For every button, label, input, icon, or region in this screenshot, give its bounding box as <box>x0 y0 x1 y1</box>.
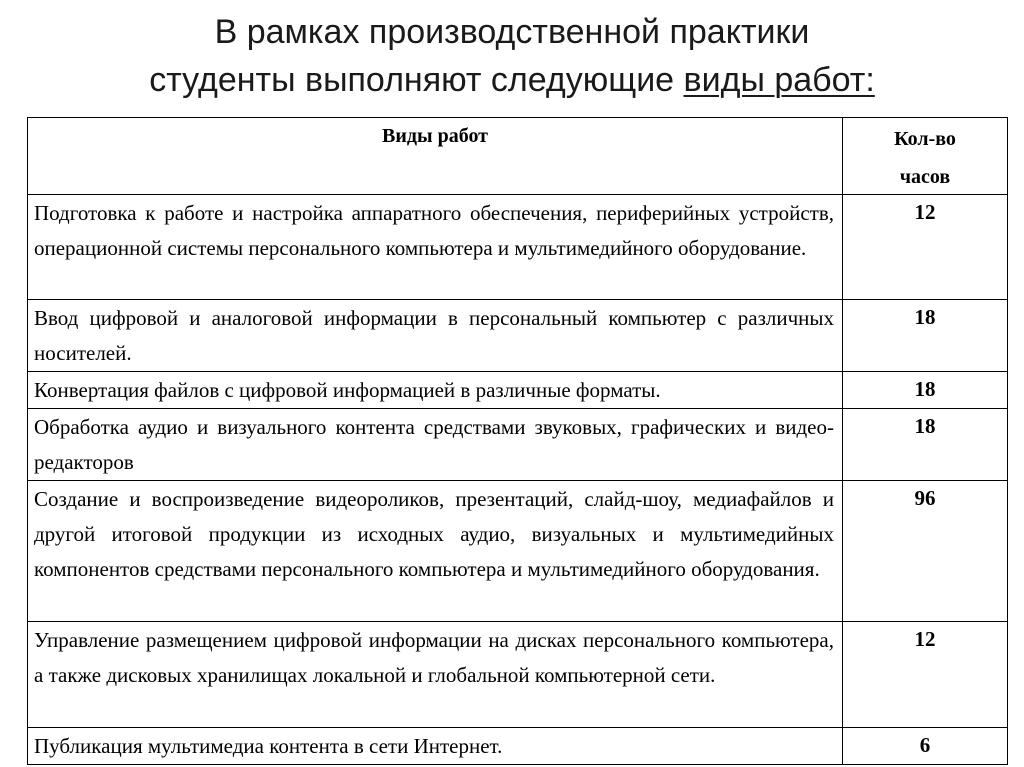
hours-cell: 12 <box>843 195 1008 300</box>
work-cell: Обработка аудио и визуального контента средствами звуковых, графических и видео-редакторов <box>28 409 843 481</box>
header-hours <box>843 118 1008 195</box>
table-row <box>28 622 1008 728</box>
slide-title <box>0 8 1024 104</box>
table-row <box>28 481 1008 622</box>
hours-cell: 18 <box>843 372 1008 409</box>
title-line-2 <box>0 56 1024 104</box>
table-row <box>28 409 1008 481</box>
hours-cell: 18 <box>843 300 1008 372</box>
hours-cell: 18 <box>843 409 1008 481</box>
work-cell: Публикация мультимедиа контента в сети Интернет. <box>28 728 843 765</box>
table-row <box>28 728 1008 765</box>
title-line-2-prefix: студенты выполняют следующие <box>149 61 684 99</box>
table-row <box>28 300 1008 372</box>
work-cell: Конвертация файлов с цифровой информацией в различные форматы. <box>28 372 843 409</box>
work-cell: Управление размещением цифровой информации на дисках персонального компьютера, а также дисковых хранилищах локальной и глобальной компьютерной сети. <box>28 622 843 728</box>
hours-cell: 6 <box>843 728 1008 765</box>
header-hours-line-1: Кол-во <box>894 128 956 150</box>
table-row <box>28 195 1008 300</box>
title-line-1: В рамках производственной практики <box>214 13 810 51</box>
table-row <box>28 372 1008 409</box>
header-work-types: Виды работ <box>28 118 843 195</box>
work-cell: Подготовка к работе и настройка аппаратного обеспечения, периферийных устройств, операционной системы персонального компьютера и мультимедийного оборудование. <box>28 195 843 300</box>
work-cell: Ввод цифровой и аналоговой информации в персональный компьютер с различных носителей. <box>28 300 843 372</box>
title-line-2-underlined: виды работ: <box>683 61 875 99</box>
hours-cell: 12 <box>843 622 1008 728</box>
work-types-table <box>27 117 1008 765</box>
hours-cell: 96 <box>843 481 1008 622</box>
table-header-row <box>28 118 1008 195</box>
work-cell: Создание и воспроизведение видеороликов, презентаций, слайд-шоу, медиафайлов и другой итоговой продукции из исходных аудио, визуальных и мультимедийных компонентов средствами персонального компьютера и мультимедийного оборудования. <box>28 481 843 622</box>
header-hours-line-2: часов <box>899 166 951 188</box>
